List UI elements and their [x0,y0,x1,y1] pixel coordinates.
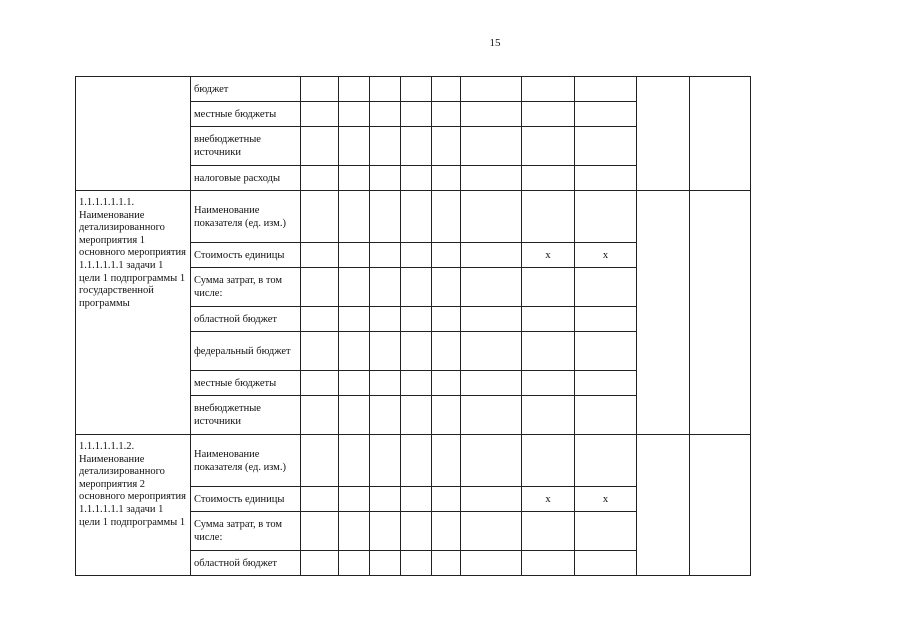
data-cell [339,166,370,191]
data-cell [401,487,432,512]
row-label: федеральный бюджет [191,332,301,371]
data-cell [301,166,339,191]
data-cell [370,77,401,102]
unit-cost-cell [575,332,637,371]
unit-cost-cell [575,551,637,576]
data-cell [370,191,401,243]
unit-cost-cell: x [522,487,575,512]
unit-cost-cell [575,166,637,191]
unit-cost-cell [522,435,575,487]
data-cell [461,435,522,487]
data-cell [339,307,370,332]
data-cell [461,102,522,127]
data-cell [301,435,339,487]
data-cell [461,127,522,166]
data-cell [301,102,339,127]
data-cell [461,243,522,268]
data-cell [301,487,339,512]
data-cell [461,191,522,243]
unit-cost-cell [575,371,637,396]
unit-cost-cell: x [522,243,575,268]
data-cell [432,127,461,166]
data-cell [461,551,522,576]
data-cell [401,371,432,396]
data-cell [301,512,339,551]
data-cell [301,77,339,102]
data-cell [461,307,522,332]
data-cell [339,191,370,243]
row-label: Наименование показателя (ед. изм.) [191,191,301,243]
table-row [76,435,860,487]
data-cell [690,77,751,191]
row-label: налоговые расходы [191,166,301,191]
data-cell [432,307,461,332]
data-cell [370,332,401,371]
data-cell [370,102,401,127]
unit-cost-cell [522,332,575,371]
data-cell [301,307,339,332]
data-cell [401,191,432,243]
data-cell [339,551,370,576]
row-label: местные бюджеты [191,102,301,127]
data-cell [370,435,401,487]
data-cell [370,268,401,307]
data-cell [401,435,432,487]
table-row [76,191,860,243]
row-label: Наименование показателя (ед. изм.) [191,435,301,487]
data-cell [461,332,522,371]
data-cell [301,191,339,243]
data-cell [339,371,370,396]
unit-cost-cell [522,396,575,435]
data-cell [301,551,339,576]
row-label: бюджет [191,77,301,102]
data-cell [690,435,751,576]
data-cell [401,243,432,268]
data-cell [339,127,370,166]
data-cell [432,243,461,268]
data-cell [461,487,522,512]
data-cell [461,77,522,102]
measure-description: 1.1.1.1.1.1.1. Наименование детализированного мероприятия 1 основного мероприятия 1.1.1.1.1.1 задачи 1 цели 1 подпрограммы 1 государственной программы [76,191,191,435]
data-cell [401,551,432,576]
data-cell [370,487,401,512]
data-cell [637,435,690,576]
data-cell [432,102,461,127]
data-cell [432,77,461,102]
data-cell [401,512,432,551]
data-cell [461,166,522,191]
data-cell [461,371,522,396]
data-cell [301,396,339,435]
unit-cost-cell [522,127,575,166]
data-cell [432,268,461,307]
data-cell [432,166,461,191]
data-cell [301,127,339,166]
data-cell [401,77,432,102]
unit-cost-cell [522,551,575,576]
data-cell [401,268,432,307]
unit-cost-cell [522,512,575,551]
row-label: Сумма затрат, в том числе: [191,268,301,307]
data-cell [401,166,432,191]
row-label: Стоимость единицы [191,487,301,512]
data-cell [401,307,432,332]
data-cell [432,512,461,551]
data-cell [339,435,370,487]
data-cell [339,512,370,551]
unit-cost-cell [575,102,637,127]
data-cell [401,332,432,371]
table-row [76,77,860,102]
data-cell [432,435,461,487]
data-cell [339,332,370,371]
row-label: областной бюджет [191,551,301,576]
page-number: 15 [489,37,501,49]
row-label: внебюджетные источники [191,396,301,435]
data-cell [301,268,339,307]
unit-cost-cell: x [575,243,637,268]
data-cell [432,396,461,435]
measure-description: 1.1.1.1.1.1.2. Наименование детализированного мероприятия 2 основного мероприятия 1.1.1.1.1.1 задачи 1 цели 1 подпрограммы 1 [76,435,191,576]
unit-cost-cell [522,102,575,127]
unit-cost-cell [575,512,637,551]
data-cell [339,102,370,127]
data-cell [401,102,432,127]
data-cell [370,551,401,576]
data-cell [339,487,370,512]
unit-cost-cell [522,77,575,102]
data-cell [432,191,461,243]
unit-cost-cell [575,127,637,166]
unit-cost-cell [575,268,637,307]
row-label: местные бюджеты [191,371,301,396]
data-cell [370,166,401,191]
data-cell [339,268,370,307]
unit-cost-cell: x [575,487,637,512]
data-cell [461,268,522,307]
unit-cost-cell [575,77,637,102]
budget-table [75,76,860,576]
data-cell [690,191,751,435]
data-cell [401,127,432,166]
data-cell [301,243,339,268]
data-cell [370,396,401,435]
unit-cost-cell [575,396,637,435]
unit-cost-cell [522,191,575,243]
data-cell [301,332,339,371]
data-cell [370,512,401,551]
data-cell [432,371,461,396]
row-label: областной бюджет [191,307,301,332]
data-cell [370,127,401,166]
data-cell [432,332,461,371]
unit-cost-cell [522,371,575,396]
data-cell [401,396,432,435]
data-cell [461,512,522,551]
unit-cost-cell [575,307,637,332]
unit-cost-cell [575,191,637,243]
data-cell [432,487,461,512]
data-cell [461,396,522,435]
data-cell [432,551,461,576]
row-label: Сумма затрат, в том числе: [191,512,301,551]
unit-cost-cell [522,166,575,191]
unit-cost-cell [522,268,575,307]
data-cell [339,396,370,435]
row-label: внебюджетные источники [191,127,301,166]
measure-description [76,77,191,191]
data-cell [339,243,370,268]
unit-cost-cell [522,307,575,332]
data-cell [370,243,401,268]
data-cell [301,371,339,396]
data-cell [339,77,370,102]
data-cell [637,77,690,191]
data-cell [370,307,401,332]
data-cell [637,191,690,435]
unit-cost-cell [575,435,637,487]
row-label: Стоимость единицы [191,243,301,268]
data-cell [370,371,401,396]
